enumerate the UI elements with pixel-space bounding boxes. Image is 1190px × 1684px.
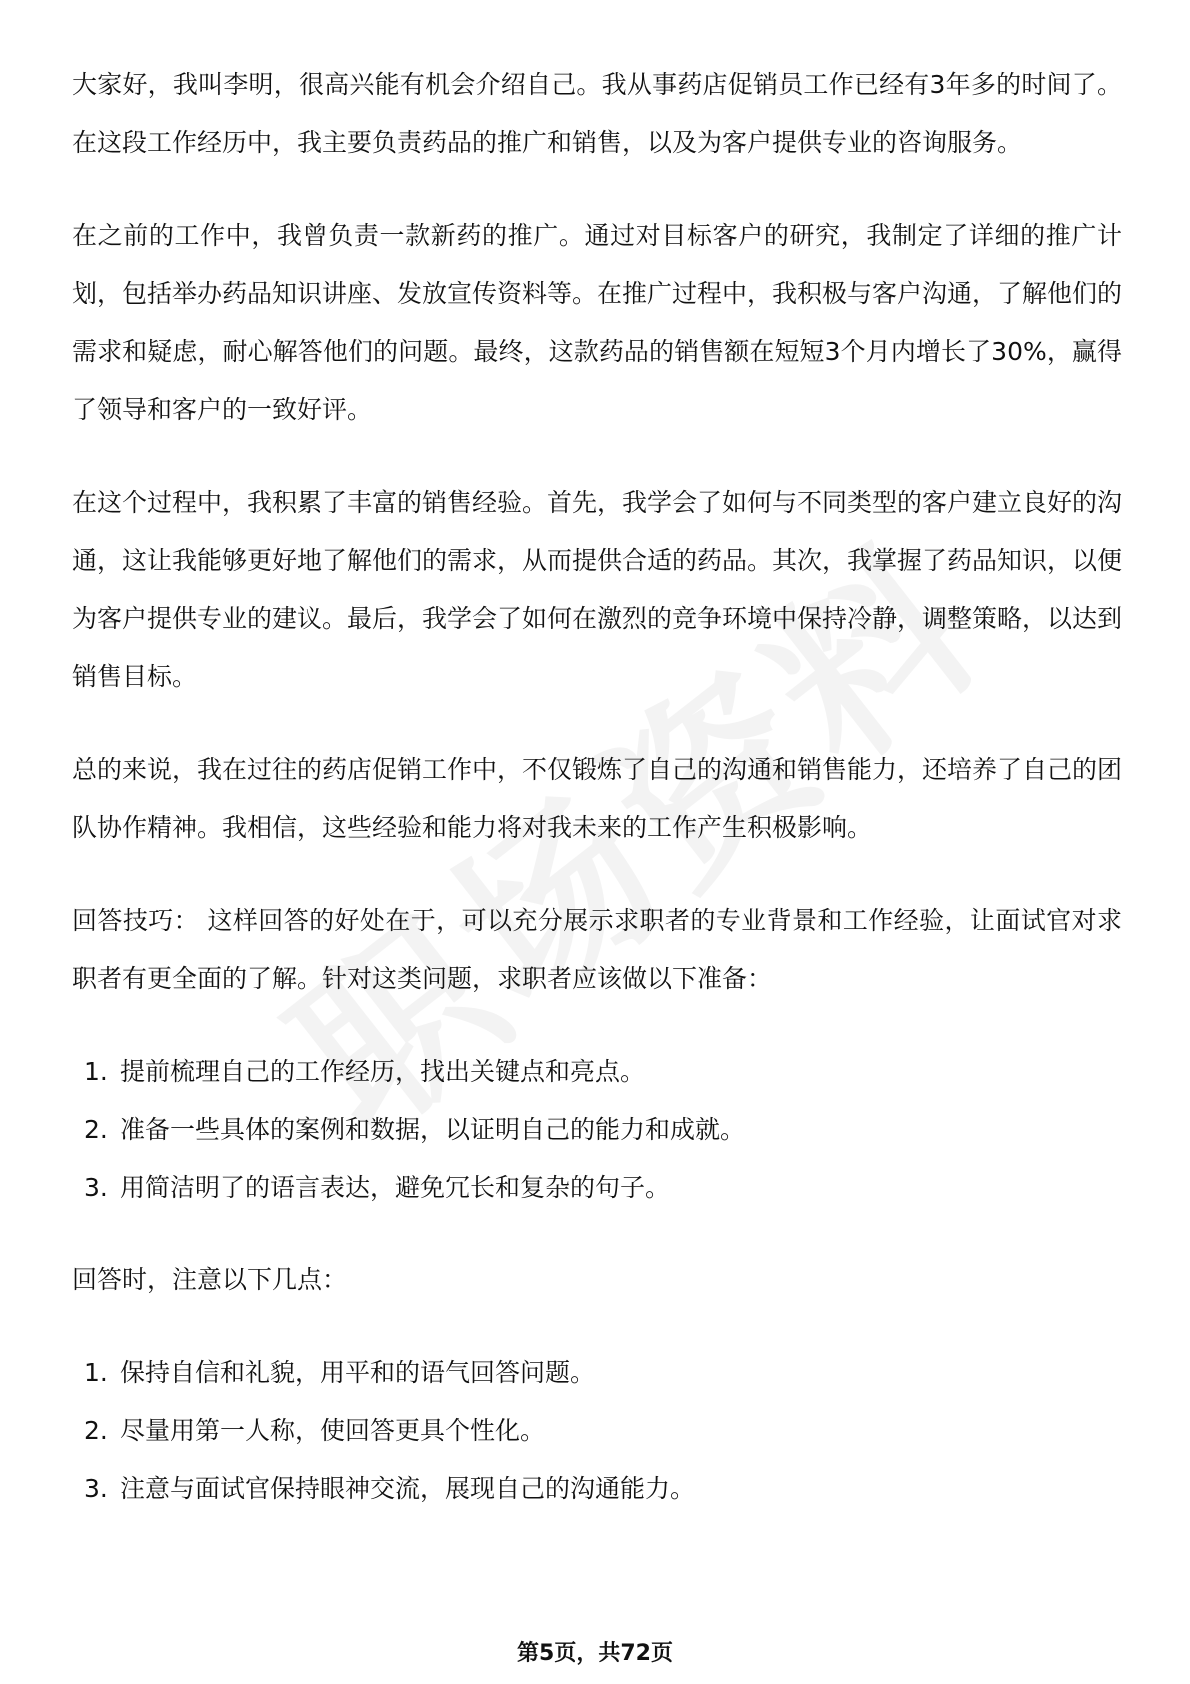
paragraph-summary: 总的来说，我在过往的药店促销工作中，不仅锻炼了自己的沟通和销售能力，还培养了自己的团队协作精神。我相信，这些经验和能力将对我未来的工作产生积极影响。: [72, 755, 1123, 842]
list-item: [72, 1043, 1122, 1101]
list-number: 3.: [84, 1474, 108, 1503]
paragraph-skills: 在这个过程中，我积累了丰富的销售经验。首先，我学会了如何与不同类型的客户建立良好的沟通，这让我能够更好地了解他们的需求，从而提供合适的药品。其次，我掌握了药品知识，以便为客户提供专业的建议。最后，我学会了如何在激烈的竞争环境中保持冷静，调整策略，以达到销售目标。: [72, 488, 1123, 691]
list-number: 1.: [84, 1358, 108, 1387]
page-number: 第5页，共72页: [517, 1641, 673, 1666]
list-item: [72, 1159, 1122, 1217]
paragraph-experience: 在之前的工作中，我曾负责一款新药的推广。通过对目标客户的研究，我制定了详细的推广计划，包括举办药品知识讲座、发放宣传资料等。在推广过程中，我积极与客户沟通，了解他们的需求和疑虑，耐心解答他们的问题。最终，这款药品的销售额在短短3个月内增长了30%，赢得了领导和客户的一致好评。: [72, 221, 1123, 424]
list-text: 用简洁明了的语言表达，避免冗长和复杂的句子。: [120, 1173, 671, 1202]
list-item: [72, 1344, 1122, 1402]
list-text: 尽量用第一人称，使回答更具个性化。: [120, 1416, 546, 1445]
list-number: 2.: [84, 1115, 108, 1144]
paragraph-intro: 大家好，我叫李明，很高兴能有机会介绍自己。我从事药店促销员工作已经有3年多的时间了。在这段工作经历中，我主要负责药品的推广和销售，以及为客户提供专业的咨询服务。: [72, 70, 1122, 157]
attention-list: [72, 1344, 1122, 1518]
list-item: [72, 1460, 1122, 1518]
list-item: [72, 1402, 1122, 1460]
paragraph-answer-intro: 回答时，注意以下几点：: [72, 1265, 348, 1294]
list-item: [72, 1101, 1122, 1159]
list-text: 提前梳理自己的工作经历，找出关键点和亮点。: [120, 1057, 646, 1086]
preparation-list: [72, 1043, 1122, 1217]
list-text: 保持自信和礼貌，用平和的语气回答问题。: [120, 1358, 596, 1387]
document-body: [72, 56, 1122, 1552]
list-number: 2.: [84, 1416, 108, 1445]
list-text: 准备一些具体的案例和数据，以证明自己的能力和成就。: [120, 1115, 746, 1144]
paragraph-tips: 回答技巧： 这样回答的好处在于，可以充分展示求职者的专业背景和工作经验，让面试官对求职者有更全面的了解。针对这类问题，求职者应该做以下准备：: [72, 906, 1122, 993]
list-number: 3.: [84, 1173, 108, 1202]
list-number: 1.: [84, 1057, 108, 1086]
list-text: 注意与面试官保持眼神交流，展现自己的沟通能力。: [120, 1474, 696, 1503]
